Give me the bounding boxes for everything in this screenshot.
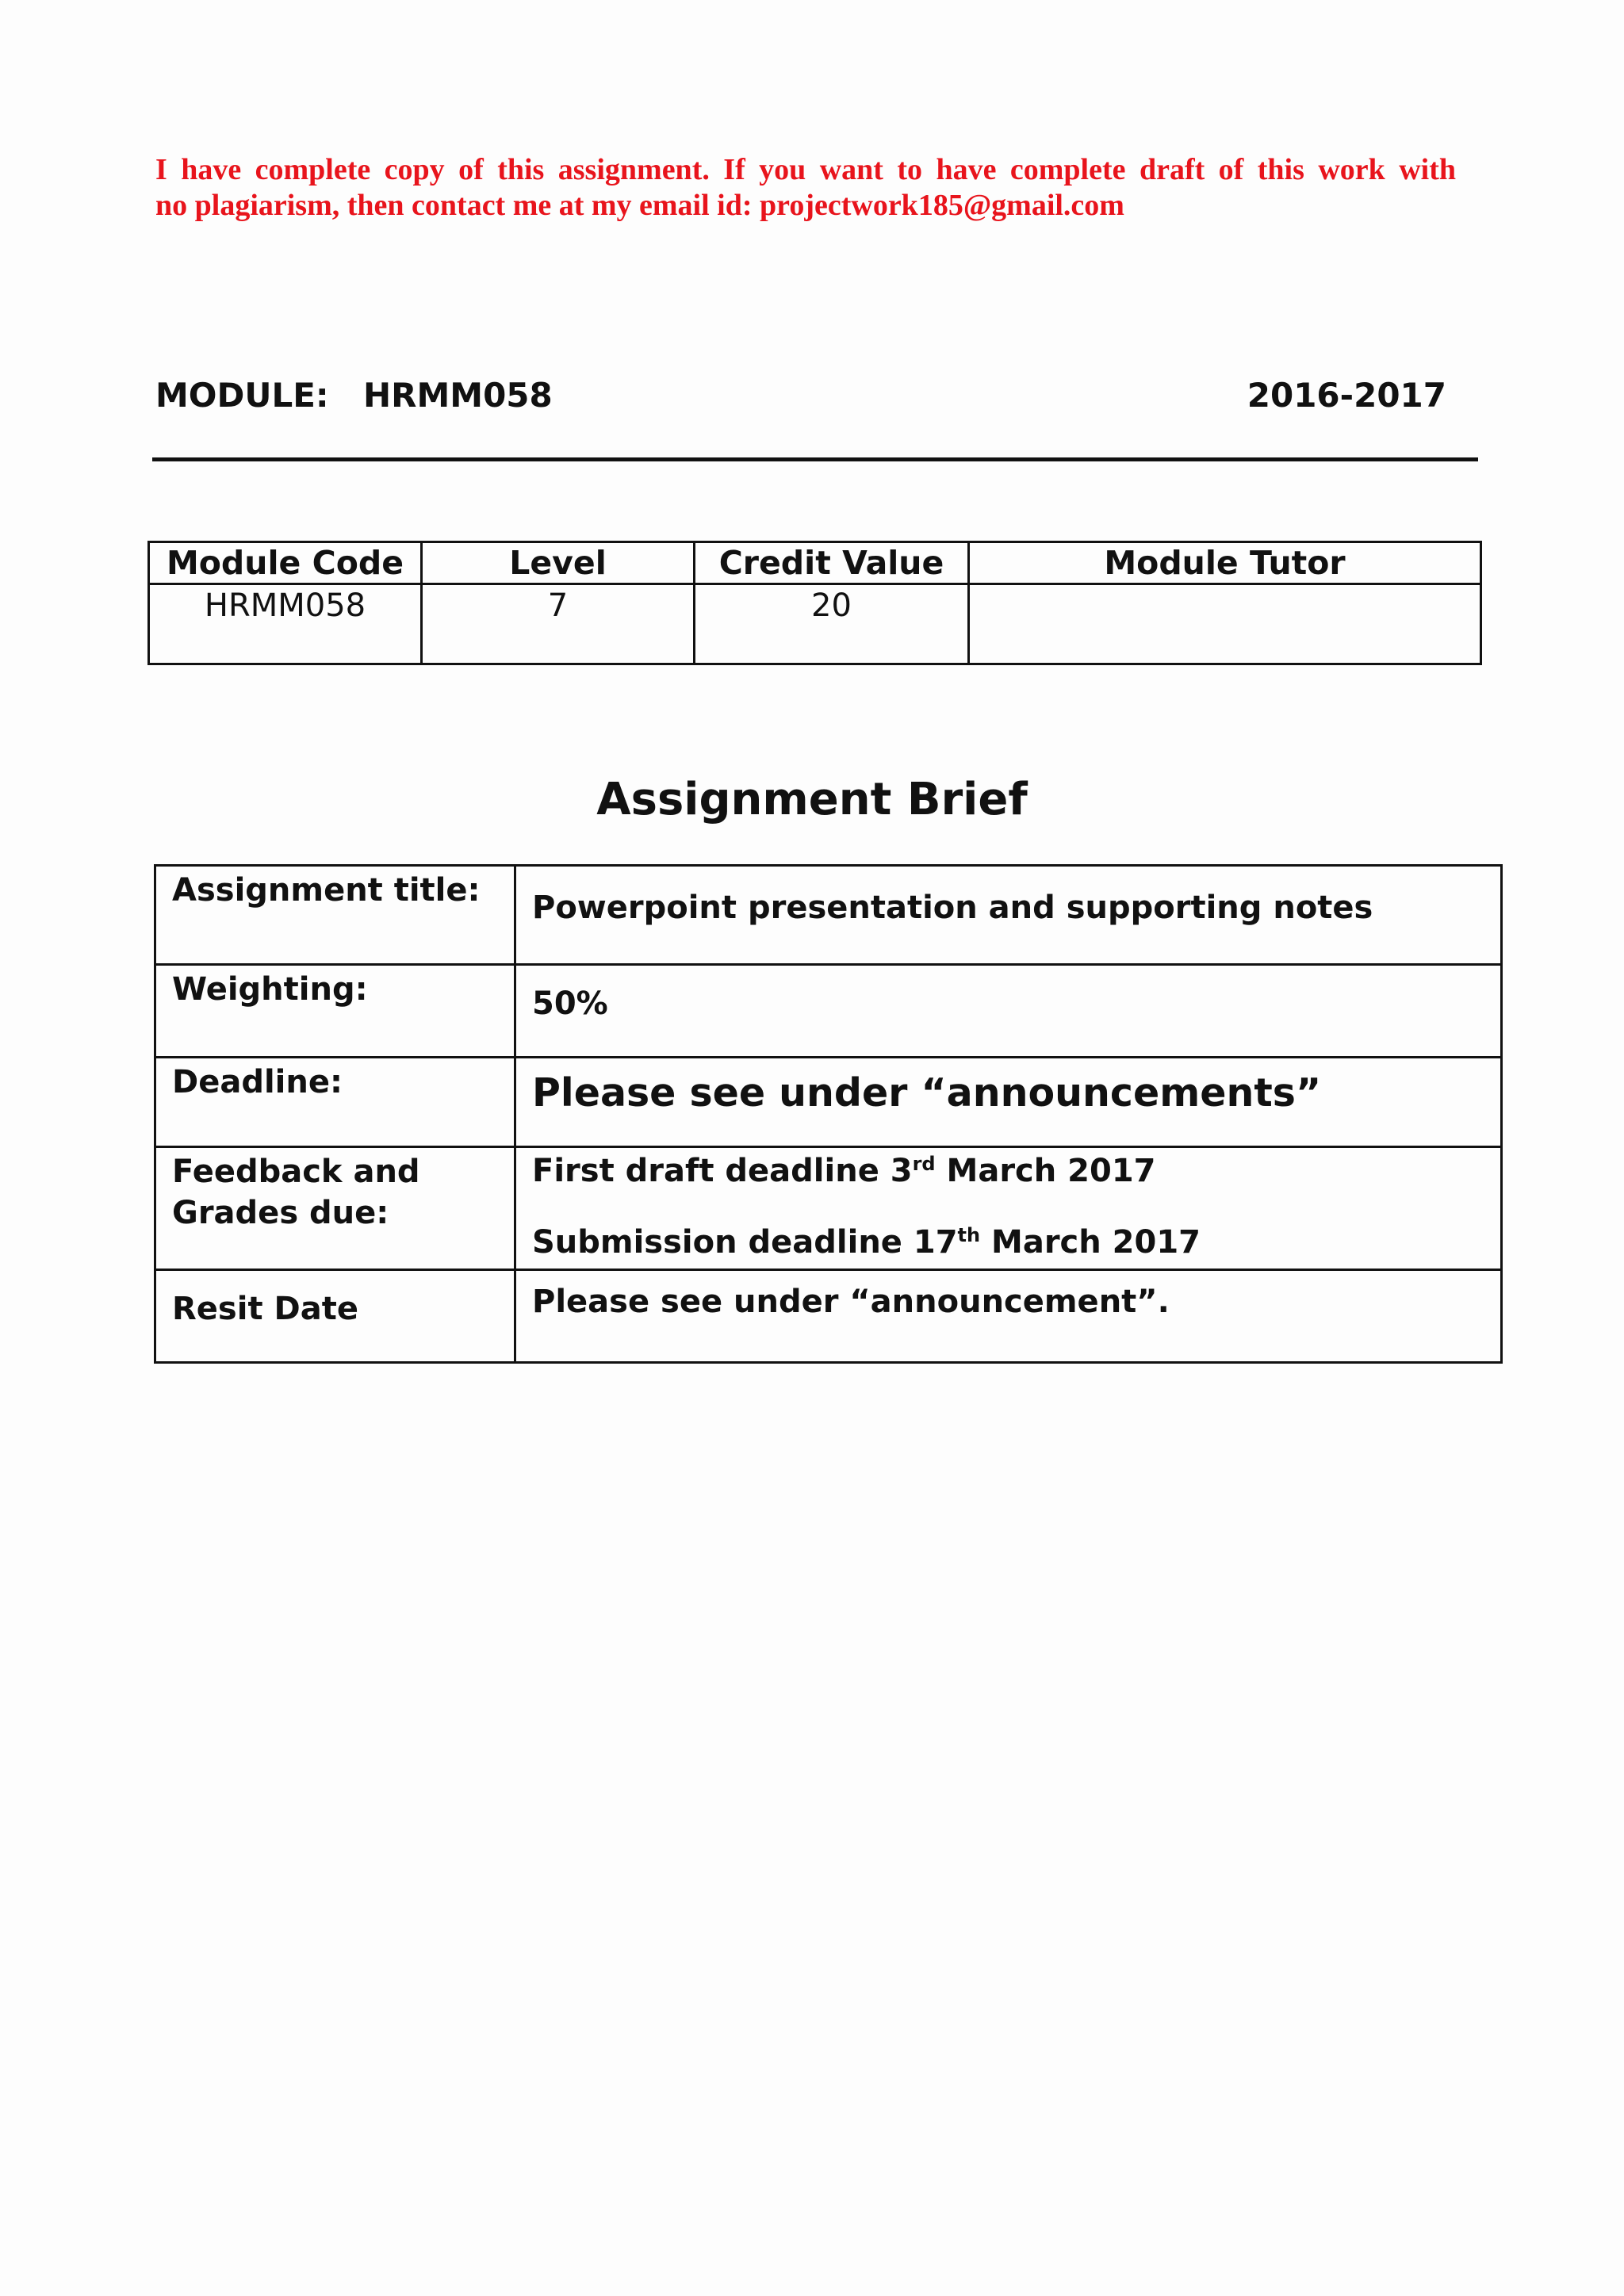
column-header-module-code: Module Code <box>149 542 422 584</box>
module-info-header-row <box>149 542 1481 584</box>
cell-module-code: HRMM058 <box>149 584 422 664</box>
notice-line-2: no plagiarism, then contact me at my email id: projectwork185@gmail.com <box>155 189 1124 222</box>
column-header-module-tutor: Module Tutor <box>969 542 1481 584</box>
cell-module-tutor <box>969 584 1481 664</box>
first-draft-ordinal: rd <box>912 1153 936 1175</box>
brief-label-deadline: Deadline: <box>155 1058 515 1147</box>
module-info-row <box>149 584 1481 664</box>
assignment-brief-heading: Assignment Brief <box>596 774 1028 825</box>
submission-ordinal: th <box>957 1224 981 1246</box>
brief-label-resit: Resit Date <box>155 1270 515 1363</box>
brief-row-feedback <box>155 1147 1502 1270</box>
cell-credit-value: 20 <box>695 584 969 664</box>
brief-value-resit: Please see under “announcement”. <box>515 1270 1502 1363</box>
brief-row-title <box>155 866 1502 965</box>
brief-label-feedback-line2: Grades due: <box>172 1195 389 1231</box>
module-label: MODULE: <box>155 376 329 415</box>
brief-row-weighting <box>155 965 1502 1058</box>
module-header <box>155 376 1446 415</box>
column-header-credit-value: Credit Value <box>695 542 969 584</box>
cell-level: 7 <box>422 584 695 664</box>
brief-label-feedback <box>155 1147 515 1270</box>
module-code: HRMM058 <box>363 376 553 415</box>
brief-row-deadline <box>155 1058 1502 1147</box>
header-divider <box>152 457 1478 461</box>
module-info-table <box>147 541 1482 665</box>
submission-deadline <box>532 1224 1484 1261</box>
first-draft-rest: March 2017 <box>935 1153 1156 1189</box>
brief-value-deadline: Please see under “announcements” <box>515 1058 1502 1147</box>
brief-label-feedback-line1: Feedback and <box>172 1154 420 1190</box>
first-draft-text: First draft deadline 3 <box>532 1153 913 1189</box>
submission-rest: March 2017 <box>980 1224 1201 1261</box>
academic-year: 2016-2017 <box>1247 376 1446 415</box>
column-header-level: Level <box>422 542 695 584</box>
brief-row-resit <box>155 1270 1502 1363</box>
contact-notice <box>155 152 1456 224</box>
brief-value-feedback <box>515 1147 1502 1270</box>
brief-value-weighting: 50% <box>515 965 1502 1058</box>
brief-label-weighting: Weighting: <box>155 965 515 1058</box>
brief-value-title: Powerpoint presentation and supporting notes <box>515 866 1502 965</box>
first-draft-deadline <box>532 1153 1484 1189</box>
brief-label-title: Assignment title: <box>155 866 515 965</box>
submission-text: Submission deadline 17 <box>532 1224 958 1261</box>
assignment-brief-table <box>154 864 1503 1364</box>
notice-line-1: I have complete copy of this assignment. If you want to have complete draft of this work with <box>155 153 1456 186</box>
